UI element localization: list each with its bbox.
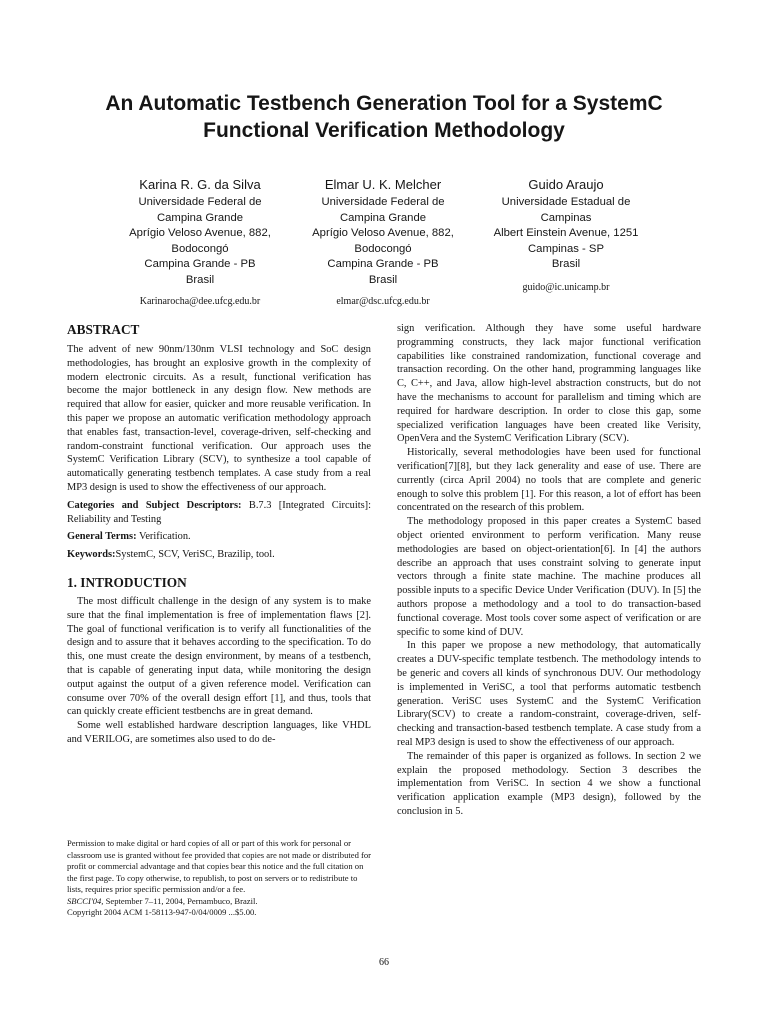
affiliation-line: Campinas [540,211,592,224]
author-email[interactable]: elmar@dsc.ufcg.edu.br [336,296,430,307]
page-number: 66 [379,957,389,968]
affiliation-line: Universidade Federal de [321,196,445,208]
affiliation-line: Campina Grande [339,211,427,224]
permission-footnote [67,838,373,919]
copyright-line: Copyright 2004 ACM 1-58113-947-0/04/0009 ...$5.00. [67,907,257,917]
author-name: Guido Araujo [528,177,604,192]
affiliation-line: Bodocongó [354,242,412,255]
affiliation-line: Universidade Federal de [138,196,262,208]
affiliation-line: Bodocongó [171,242,229,255]
title-line-1: An Automatic Testbench Generation Tool for a SystemC [105,92,663,115]
general-terms-label: General Terms: [67,531,137,543]
affiliation-line: Campina Grande - PB [327,258,439,270]
author-name: Elmar U. K. Melcher [324,177,442,192]
author-block-silva [100,176,300,310]
affiliation-line: Albert Einstein Avenue, 1251 [493,227,639,239]
affiliation-line: Aprígio Veloso Avenue, 882, [129,227,271,239]
affiliation-line: Brasil [368,273,398,286]
keywords-text: SystemC, SCV, VeriSC, Brazilip, tool. [115,549,275,561]
permission-text: Permission to make digital or hard copies of all or part of this work for personal or classroom use is granted without fee provided that copies are not made or distributed for profit or commercial advantage and that copies bear this notice and the full citation on the first page. To copy otherwise, to republish, to post on servers or to redistribute to lists, requires prior specific permission and/or a fee. [67,838,372,894]
conference-line [67,896,373,908]
categories-label: Categories and Subject Descriptors: [67,499,242,511]
abstract-heading: ABSTRACT [67,322,140,337]
body-paragraph: sign verification. Although they have some useful hardware programming constructs, they lack major functional verification capabilities like constrained randomization, functional coverage and transaction recording. On the other hand, programming languages like C, C++, and Java, allow high-level abstraction constructs, but do not have the mechanisms to account for parallelism and timing which are required for hardware description. In order to close this gap, some specialized verification languages have been created like Verisity, OpenVera and the SystemC Verification Library (SCV). [397,323,701,445]
author-email[interactable]: guido@ic.unicamp.br [522,281,610,293]
body-paragraph: The methodology proposed in this paper creates a SystemC based object oriented environment to perform verification. Many reuse methodologies are based on object-orientation[6]. In [4] the authors describe an approach that uses constraint solving to generate input vectors through a finite state machine. The machine produces all possible inputs to a specific Device Under Verification (DUV). In [5] the authors propose a methodology and a tool to do transaction-based functional coverage. Most tools cover some aspect of verification or are specific to some kind of DUV. [397,516,701,638]
title-line-2: Functional Verification Methodology [203,119,565,142]
categories-line [67,499,371,527]
left-column [67,322,371,747]
categories-text: B.7.3 [Integrated Circuits]: Reliability and Testing [67,499,371,525]
keywords-line [67,548,371,562]
author-block-araujo [466,176,666,295]
affiliation-line: Campinas - SP [528,242,604,255]
affiliation-line: Brasil [551,258,581,270]
right-column [397,322,701,819]
introduction-heading: 1. INTRODUCTION [67,574,187,590]
intro-paragraph: Some well established hardware description languages, like VHDL and VERILOG, are sometimes also used to do de- [67,720,371,745]
body-paragraph: The remainder of this paper is organized as follows. In section 2 we explain the proposed methodology. Section 3 describes the implementation from VeriSC. In section 4 we show a functional verification application example (MP3 design), followed by the conclusion in 5. [397,750,701,817]
paper-title [40,90,728,144]
body-paragraph: In this paper we propose a new methodology, that automatically creates a DUV-specific template testbench. The methodology intends to be generic and covers all kinds of synchronous DUV. Our methodology is implemented in VeriSC, a tool that performs automatic testbench generation. VeriSC uses SystemC and the SystemC Verification Library(SCV) to create a random-constraint, coverage-driven, self-checking and transaction-based testbench template. A case study from a real MP3 design is used to show the effectiveness of our approach. [397,640,701,748]
conference-name: SBCCI'04, [67,895,104,906]
author-email[interactable]: Karinarocha@dee.ufcg.edu.br [139,296,261,307]
body-paragraph: Historically, several methodologies have been used for functional verification[7][8], but they lack generality and ease of use. There are currently (circa April 2004) no tools that are complete and generic enough to solve this problem [1]. For this reason, a lot of effort has been concentrated on the research of this problem. [397,447,701,514]
intro-paragraph: The most difficult challenge in the design of any system is to make sure that the final implementation is free of implementation flaws [2]. The goal of functional verification is to verify all functionalities of the design and to assure that it behaves according to the specification. To do this, one must create the design environment, by means of a testbench, that is capable of generating input data, while monitoring the design output against the output of a given reference model. Verification can consume over 70% of the overall design effort [1], and thus, tools that can quickly create efficient testbenchs are in great demand. [67,595,371,718]
author-name: Karina R. G. da Silva [139,177,261,192]
abstract-text: The advent of new 90nm/130nm VLSI technology and SoC design methodologies, has brought an explosive growth in the complexity of modern electronic circuits. As a result, functional verification has become the major bottleneck in any design flow. New methods are required that allow for easier, quicker and more reusable verification. In this paper we propose an automatic verification methodology approach that enables fast, transaction-level, coverage-driven, self-checking and random-constraint functional verification. Our approach uses the SystemC Verification Library (SCV), to synthesize a tool capable of automatically generating testbench templates. A case study from a real MP3 design is used to show the effectiveness of our approach. [67,344,371,493]
affiliation-line: Campina Grande [156,211,244,224]
affiliation-line: Brasil [185,273,215,286]
author-block-melcher [283,176,483,310]
keywords-label: Keywords: [67,549,116,561]
general-terms-line [67,530,371,544]
affiliation-line: Universidade Estadual de [501,196,631,208]
general-terms-text: Verification. [136,531,191,543]
affiliation-line: Aprígio Veloso Avenue, 882, [312,227,454,239]
affiliation-line: Campina Grande - PB [144,258,256,270]
conference-details: September 7–11, 2004, Pernambuco, Brazil. [103,895,258,906]
